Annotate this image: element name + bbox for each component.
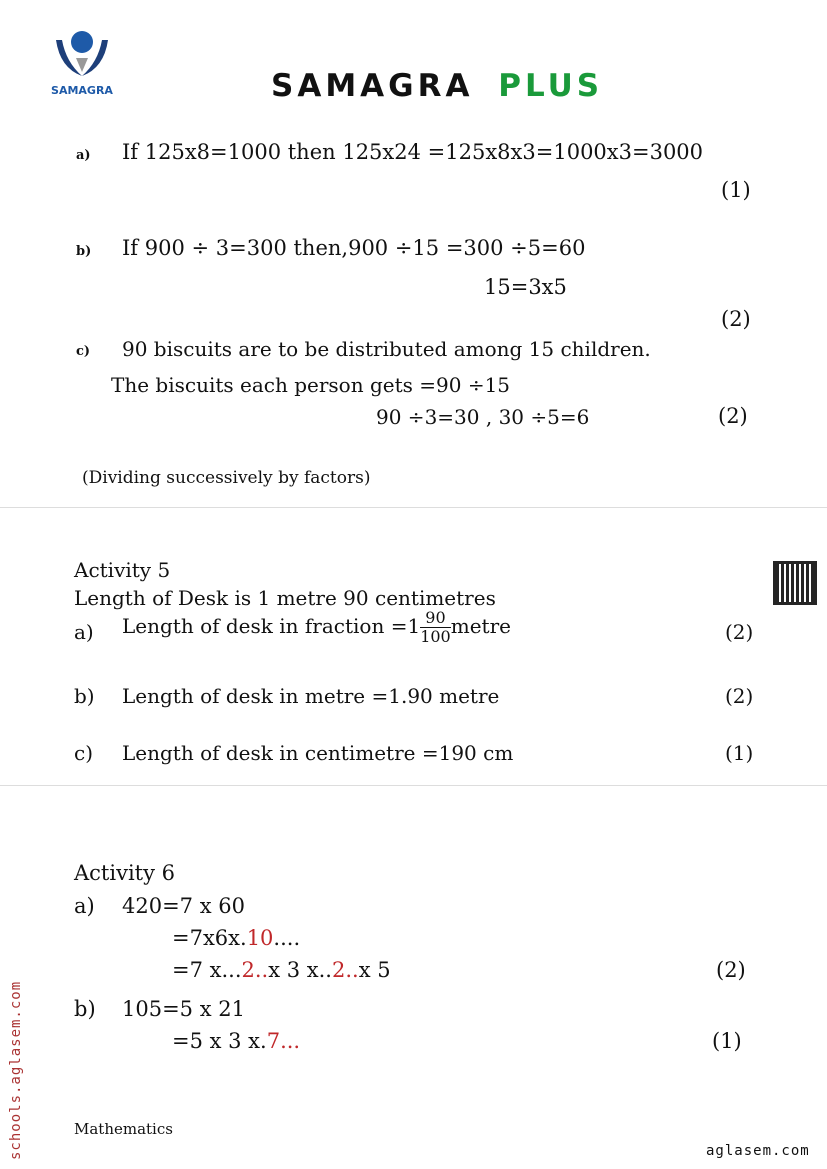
act6-a-line3 — [172, 958, 391, 982]
q-c-line3: 90 ÷3=30 , 30 ÷5=6 — [376, 405, 590, 429]
title-main: SAMAGRA — [271, 68, 474, 104]
activity-5-title: Activity 5 — [74, 558, 171, 582]
text: =7x6x. — [172, 926, 247, 950]
q-c-text: 90 biscuits are to be distributed among 15 children. — [122, 337, 651, 361]
text: x 3 x.. — [268, 958, 332, 982]
act5-a-unit: metre — [450, 614, 511, 638]
title-accent: PLUS — [498, 68, 604, 104]
act5-b-label: b) — [74, 684, 95, 708]
q-b-text: If 900 ÷ 3=300 then,900 ÷15 =300 ÷5=60 — [122, 236, 586, 260]
divider — [0, 785, 827, 786]
numerator: 90 — [420, 609, 451, 628]
q-c-marks: (2) — [718, 404, 748, 428]
q-b-label: b) — [76, 244, 92, 259]
q-b-marks: (2) — [721, 307, 751, 331]
divider — [0, 507, 827, 508]
footer-site: aglasem.com — [706, 1143, 810, 1159]
act5-a-text: Length of desk in fraction =1 — [122, 614, 421, 638]
act6-a-label: a) — [74, 894, 95, 918]
note: (Dividing successively by factors) — [82, 468, 371, 488]
act5-a-label: a) — [74, 620, 94, 644]
act5-a-marks: (2) — [725, 620, 754, 644]
q-a-marks: (1) — [721, 178, 751, 202]
text: =7 x... — [172, 958, 242, 982]
text: =5 x 3 x. — [172, 1029, 267, 1053]
act5-c-text: Length of desk in centimetre =190 cm — [122, 741, 514, 765]
act5-c-marks: (1) — [725, 741, 754, 765]
q-a-text: If 125x8=1000 then 125x24 =125x8x3=1000x3=3000 — [122, 140, 704, 164]
act6-a-marks: (2) — [716, 958, 746, 982]
activity-6-title: Activity 6 — [74, 861, 176, 885]
act5-a-line — [122, 609, 511, 646]
q-c-line2: The biscuits each person gets =90 ÷15 — [111, 373, 511, 397]
denominator: 100 — [420, 627, 451, 646]
activity-5-intro: Length of Desk is 1 metre 90 centimetres — [74, 586, 496, 610]
answer: 2.. — [331, 958, 359, 982]
logo-text: SAMAGRA — [51, 84, 113, 97]
fraction — [420, 609, 451, 646]
text: .... — [273, 926, 301, 950]
act6-a-line2 — [172, 926, 300, 950]
answer: 2.. — [241, 958, 269, 982]
page-title — [271, 68, 603, 104]
act6-b-line2 — [172, 1029, 300, 1053]
act6-b-label: b) — [74, 997, 96, 1021]
act5-b-text: Length of desk in metre =1.90 metre — [122, 684, 500, 708]
act6-b-marks: (1) — [712, 1029, 742, 1053]
answer: 10 — [246, 926, 274, 950]
act5-b-marks: (2) — [725, 684, 754, 708]
text: x 5 — [358, 958, 391, 982]
act6-a-line1: 420=7 x 60 — [122, 894, 245, 918]
samagra-logo — [46, 28, 118, 96]
act6-b-line1: 105=5 x 21 — [122, 997, 245, 1021]
q-b-line2: 15=3x5 — [484, 275, 567, 299]
answer: 7... — [266, 1029, 301, 1053]
side-watermark: schools.aglasem.com — [8, 980, 24, 1160]
footer-subject: Mathematics — [74, 1120, 173, 1138]
q-a-label: a) — [76, 148, 91, 163]
q-c-label: c) — [76, 344, 91, 359]
qr-code-icon — [776, 564, 814, 602]
act5-c-label: c) — [74, 741, 94, 765]
